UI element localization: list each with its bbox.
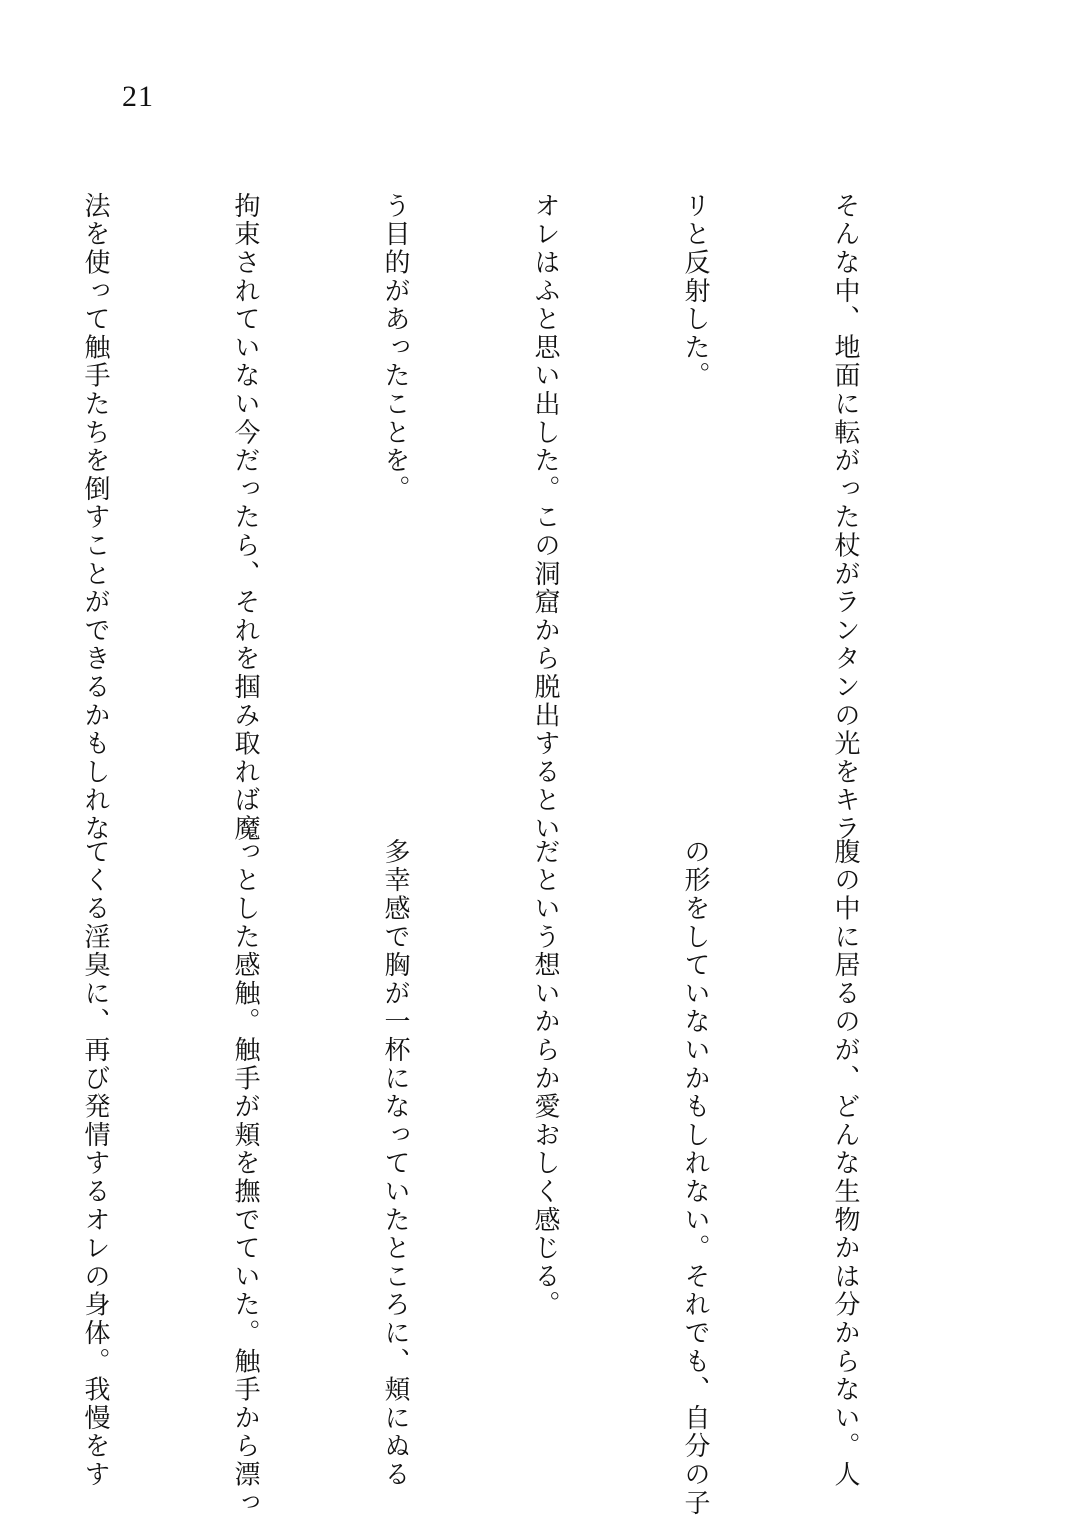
text-block-upper [80,192,970,843]
text-line: オレはふと思い出した。この洞窟から脱出するとい [530,192,560,843]
text-line: の形をしていないかもしれない。それでも、自分の子 [680,838,710,1517]
text-line: う目的があったことを。 [380,192,410,504]
text-line: っとした感触。触手が頬を撫でていた。触手から漂っ [230,838,260,1517]
text-line: てくる淫臭に、再び発情するオレの身体。我慢をす [80,838,110,1489]
text-line: 腹の中に居るのが、どんな生物かは分からない。人 [830,838,860,1489]
text-line: 拘束されていない今だったら、それを掴み取れば魔 [230,192,260,843]
text-line: 法を使って触手たちを倒すことができるかもしれな [80,192,110,843]
text-line: だという想いからか愛おしく感じる。 [530,838,560,1320]
text-line: 多幸感で胸が一杯になっていたところに、頬にぬる [380,838,410,1489]
text-block-lower [80,838,970,1517]
text-line: リと反射した。 [680,192,710,391]
page-number: 21 [122,80,154,113]
text-line: そんな中、地面に転がった杖がランタンの光をキラ [830,192,860,843]
